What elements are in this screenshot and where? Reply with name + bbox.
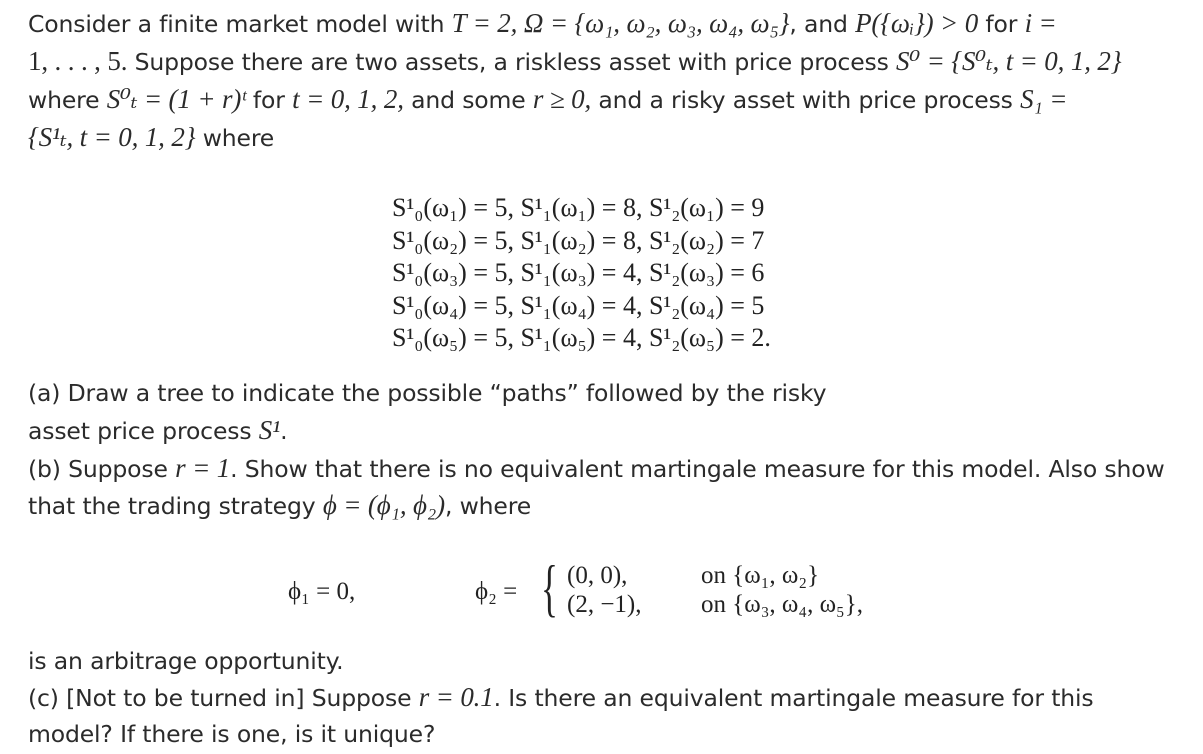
math: T = 2, Ω = {ω₁, ω₂, ω₃, ω₄, ω₅} xyxy=(451,8,790,38)
text: . Show that there is no equivalent martingale measure for this model. Also show xyxy=(230,455,1165,483)
math: r = 0.1 xyxy=(418,682,494,712)
part-b-line-2 xyxy=(28,486,531,525)
phi2-lhs: ϕ₂ = xyxy=(475,578,518,605)
math: {S¹ₜ, t = 0, 1, 2} xyxy=(28,122,196,152)
math: S¹ xyxy=(258,415,281,445)
text: asset price process xyxy=(28,417,259,445)
math: t = 0, 1, 2, xyxy=(292,84,404,114)
text: . xyxy=(280,417,288,445)
math: S⁰ = {S⁰ₜ, t = 0, 1, 2} xyxy=(896,46,1122,76)
text: and a risky asset with price process xyxy=(591,86,1021,114)
text: . Is there an equivalent martingale measure for this xyxy=(493,684,1094,712)
part-b-line-1 xyxy=(28,449,1165,488)
part-a-line-2 xyxy=(28,411,287,450)
case-1-value: (0, 0), xyxy=(567,562,628,589)
equation-row: S¹₀(ω₄) = 5, S¹₁(ω₄) = 4, S¹₂(ω₄) = 5 xyxy=(392,290,765,320)
math: S₁ = xyxy=(1020,84,1068,114)
intro-line-1 xyxy=(28,4,1057,43)
case-2-condition: on {ω₃, ω₄, ω₅}, xyxy=(701,591,864,618)
case-brace: { xyxy=(541,552,558,623)
text: (b) Suppose xyxy=(28,455,176,483)
text: , and xyxy=(789,10,856,38)
phi1-definition: ϕ₁ = 0, xyxy=(288,578,356,605)
text: and some xyxy=(403,86,533,114)
math: 1, . . . , 5. xyxy=(28,46,128,76)
intro-line-3 xyxy=(28,80,1067,119)
text: Suppose there are two assets, a riskless asset with price process xyxy=(127,48,897,76)
text: (c) [Not to be turned in] Suppose xyxy=(28,684,419,712)
part-a-line-1: (a) Draw a tree to indicate the possible “paths” followed by the risky xyxy=(28,379,827,407)
math: S⁰ₜ = (1 + r)ᵗ xyxy=(106,84,246,114)
intro-line-2 xyxy=(28,42,1121,81)
case-1-condition: on {ω₁, ω₂} xyxy=(701,562,820,589)
text: for xyxy=(245,86,293,114)
price-equations xyxy=(392,192,771,355)
equation-row: S¹₀(ω₃) = 5, S¹₁(ω₃) = 4, S¹₂(ω₃) = 6 xyxy=(392,258,765,287)
text: , where xyxy=(444,492,532,520)
math: P({ωᵢ}) > 0 xyxy=(855,8,979,38)
equation-row: S¹₀(ω₅) = 5, S¹₁(ω₅) = 4, S¹₂(ω₅) = 2. xyxy=(392,323,771,352)
math: r ≥ 0, xyxy=(532,84,592,114)
text: that the trading strategy xyxy=(28,492,323,520)
intro-line-4 xyxy=(28,118,274,157)
text: for xyxy=(978,10,1025,38)
equation-row: S¹₀(ω₁) = 5, S¹₁(ω₁) = 8, S¹₂(ω₁) = 9 xyxy=(392,193,765,222)
case-2-value: (2, −1), xyxy=(567,591,642,618)
part-c-line-2: model? If there is one, is it unique? xyxy=(28,720,436,748)
equation-row: S¹₀(ω₂) = 5, S¹₁(ω₂) = 8, S¹₂(ω₂) = 7 xyxy=(392,225,765,255)
text: where xyxy=(28,86,107,114)
text: Consider a finite market model with xyxy=(28,10,452,38)
math: ϕ = (ϕ₁, ϕ₂) xyxy=(322,490,445,520)
part-c-line-1 xyxy=(28,678,1094,717)
part-b-line-3: is an arbitrage opportunity. xyxy=(28,647,344,675)
text: where xyxy=(195,124,275,152)
math: r = 1 xyxy=(175,453,231,483)
math: i = xyxy=(1024,8,1057,38)
